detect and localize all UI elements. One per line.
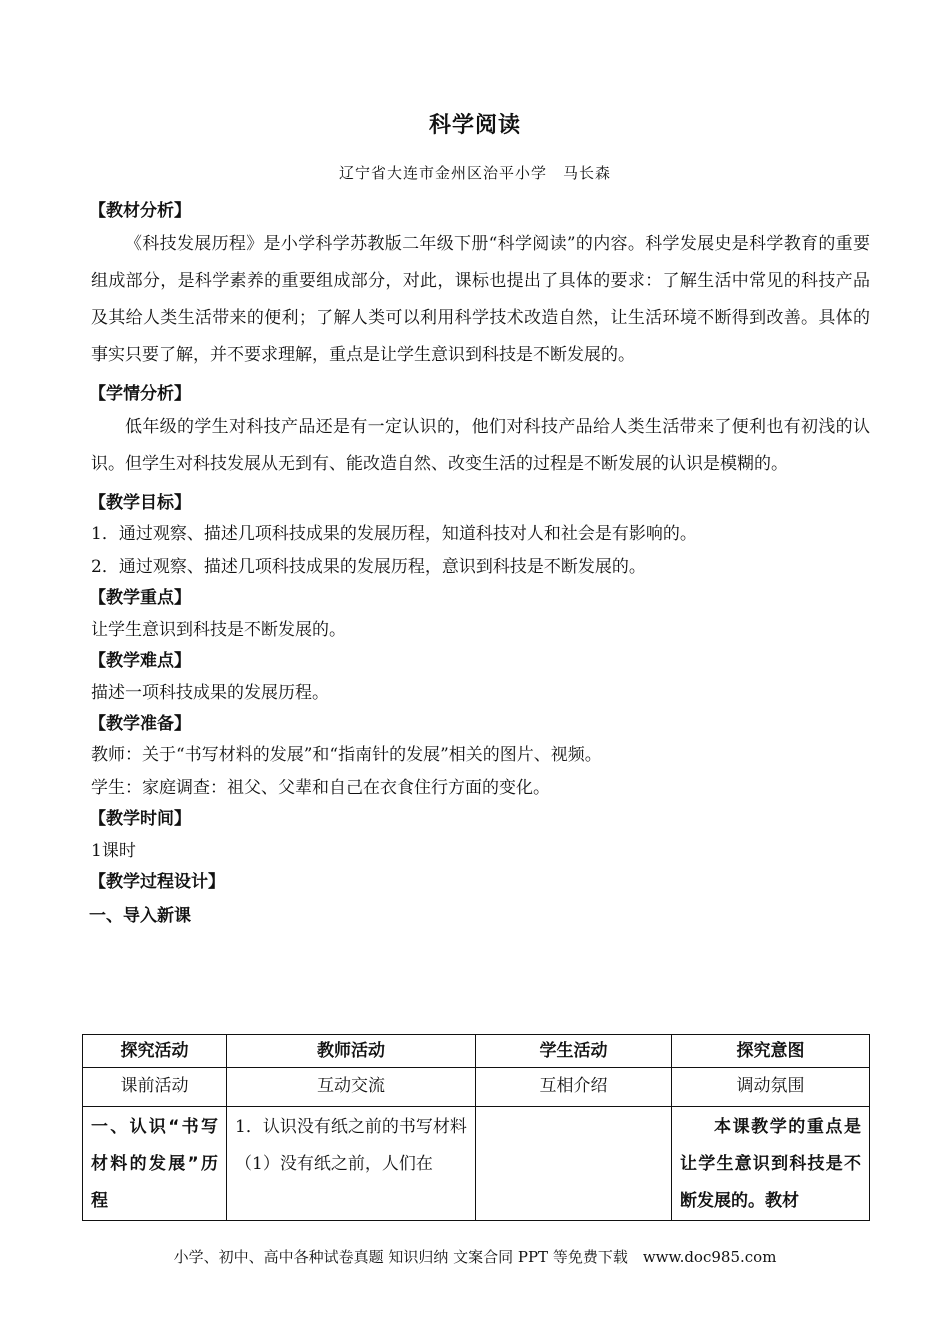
heading-preparation: 【教学准备】 [89, 714, 191, 734]
table-cell: 课前活动 [83, 1068, 227, 1107]
table-row [83, 1107, 870, 1221]
table-row [83, 1068, 870, 1107]
preparation-student: 学生：家庭调查：祖父、父辈和自己在衣食住行方面的变化。 [91, 778, 550, 798]
table-cell-teacher [227, 1107, 476, 1221]
heading-goals: 【教学目标】 [89, 493, 191, 513]
difficulty-text: 描述一项科技成果的发展历程。 [91, 683, 329, 703]
table-header-activity: 探究活动 [83, 1035, 227, 1068]
table-cell: 互相介绍 [476, 1068, 672, 1107]
table-cell-intent [672, 1107, 870, 1221]
paragraph-student-analysis: 低年级的学生对科技产品还是有一定认识的，他们对科技产品给人类生活带来了便利也有初浅的认识。但学生对科技发展从无到有、能改造自然、改变生活的过程是不断发展的认识是模糊的。 [91, 417, 870, 474]
goal-item-1: 1．通过观察、描述几项科技成果的发展历程，知道科技对人和社会是有影响的。 [91, 524, 697, 544]
table-cell-student [476, 1107, 672, 1221]
key-point-text: 让学生意识到科技是不断发展的。 [91, 620, 346, 640]
page-title: 科学阅读 [428, 113, 521, 138]
author-line: 辽宁省大连市金州区治平小学 马长森 [338, 164, 611, 182]
table-cell-activity [83, 1107, 227, 1221]
footer-text: 小学、初中、高中各种试卷真题 知识归纳 文案合同 PPT 等免费下载 www.doc985.com [173, 1248, 777, 1266]
heading-material-analysis: 【教材分析】 [89, 201, 191, 221]
heading-process: 【教学过程设计】 [89, 872, 225, 892]
heading-time: 【教学时间】 [89, 809, 191, 829]
table-cell: 调动氛围 [672, 1068, 870, 1107]
teacher-activity-line-1: 1．认识没有纸之前的书写材料 [235, 1117, 467, 1137]
heading-difficulty: 【教学难点】 [89, 651, 191, 671]
table-cell: 互动交流 [227, 1068, 476, 1107]
subheading-intro: 一、导入新课 [89, 906, 191, 926]
activity-text: 一、认识“书写材料的发展”历程 [91, 1117, 218, 1211]
time-text: 1课时 [91, 841, 136, 861]
intent-text: 本课教学的重点是让学生意识到科技是不断发展的。教材 [680, 1117, 861, 1211]
table-header-row [83, 1035, 870, 1068]
goal-item-2: 2．通过观察、描述几项科技成果的发展历程，意识到科技是不断发展的。 [91, 557, 646, 577]
table-header-student: 学生活动 [476, 1035, 672, 1068]
teacher-activity-line-2: （1）没有纸之前，人们在 [235, 1154, 433, 1174]
table-header-teacher: 教师活动 [227, 1035, 476, 1068]
heading-student-analysis: 【学情分析】 [89, 384, 191, 404]
table-header-intent: 探究意图 [672, 1035, 870, 1068]
document-body [91, 197, 870, 931]
paragraph-material-analysis: 《科技发展历程》是小学科学苏教版二年级下册“科学阅读”的内容。科学发展史是科学教育的重要组成部分，是科学素养的重要组成部分，对此，课标也提出了具体的要求：了解生活中常见的科技产品及其给人类生活带来的便利；了解人类可以利用科学技术改造自然，让生活环境不断得到改善。具体的事实只要了解，并不要求理解，重点是让学生意识到科技是不断发展的。 [91, 234, 870, 365]
preparation-teacher: 教师：关于“书写材料的发展”和“指南针的发展”相关的图片、视频。 [91, 745, 602, 765]
heading-key-point: 【教学重点】 [89, 588, 191, 608]
process-table [82, 1034, 870, 1221]
